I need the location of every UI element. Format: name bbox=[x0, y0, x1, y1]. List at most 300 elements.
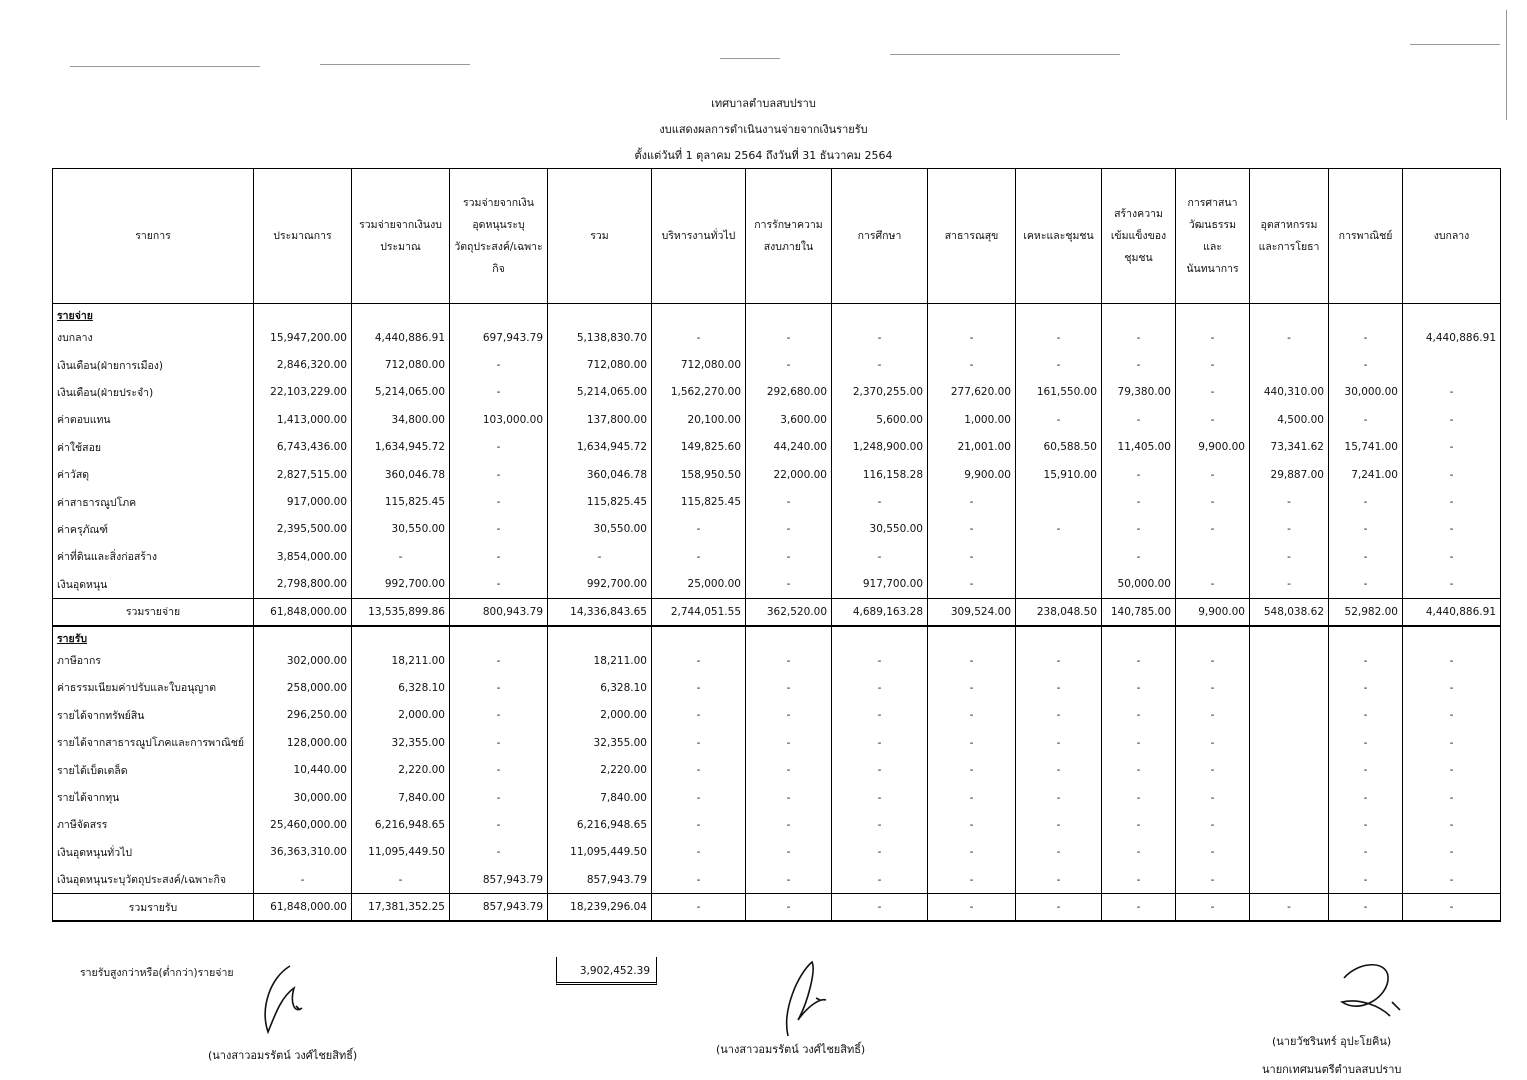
table-cell: 800,943.79 bbox=[450, 598, 548, 626]
table-cell: - bbox=[928, 894, 1016, 922]
table-cell: - bbox=[746, 488, 832, 515]
table-cell: 6,216,948.65 bbox=[548, 811, 652, 838]
table-cell: - bbox=[1176, 461, 1250, 488]
table-cell: - bbox=[1329, 571, 1403, 599]
table-cell bbox=[352, 626, 450, 647]
table-cell: 309,524.00 bbox=[928, 598, 1016, 626]
table-cell: - bbox=[928, 351, 1016, 378]
table-cell: - bbox=[928, 488, 1016, 515]
table-cell: 857,943.79 bbox=[450, 894, 548, 922]
table-cell: 2,000.00 bbox=[352, 702, 450, 729]
table-cell bbox=[1403, 304, 1501, 325]
table-cell: - bbox=[1176, 729, 1250, 756]
row-label: ค่าใช้สอย bbox=[53, 434, 254, 461]
table-cell: 115,825.45 bbox=[352, 488, 450, 515]
table-cell bbox=[1176, 304, 1250, 325]
row-label: เงินอุดหนุน bbox=[53, 571, 254, 599]
table-cell: - bbox=[1403, 839, 1501, 866]
table-cell: - bbox=[746, 811, 832, 838]
table-cell: - bbox=[1403, 406, 1501, 433]
table-cell bbox=[548, 304, 652, 325]
table-cell: 2,000.00 bbox=[548, 702, 652, 729]
table-cell: 917,000.00 bbox=[254, 488, 352, 515]
table-cell: - bbox=[652, 839, 746, 866]
column-header: การศาสนาวัฒนธรรมและนันทนาการ bbox=[1176, 169, 1250, 304]
table-cell: - bbox=[1329, 784, 1403, 811]
table-cell: 15,741.00 bbox=[1329, 434, 1403, 461]
table-cell: - bbox=[1102, 516, 1176, 543]
table-cell: 6,328.10 bbox=[548, 674, 652, 701]
table-cell: 6,328.10 bbox=[352, 674, 450, 701]
table-cell: - bbox=[1403, 434, 1501, 461]
table-cell: 60,588.50 bbox=[1016, 434, 1102, 461]
row-label: งบกลาง bbox=[53, 324, 254, 351]
table-cell: - bbox=[1329, 324, 1403, 351]
row-label: ค่าตอบแทน bbox=[53, 406, 254, 433]
table-cell: - bbox=[1403, 674, 1501, 701]
table-row bbox=[53, 571, 1501, 599]
table-cell: - bbox=[1403, 894, 1501, 922]
table-cell: 712,080.00 bbox=[548, 351, 652, 378]
table-cell bbox=[1102, 626, 1176, 647]
row-label: รวมรายจ่าย bbox=[53, 598, 254, 626]
table-cell: 712,080.00 bbox=[352, 351, 450, 378]
table-cell: 5,600.00 bbox=[832, 406, 928, 433]
table-cell: - bbox=[450, 351, 548, 378]
table-cell: 115,825.45 bbox=[548, 488, 652, 515]
table-cell: - bbox=[1102, 729, 1176, 756]
table-cell bbox=[1250, 756, 1329, 783]
table-cell: - bbox=[1176, 756, 1250, 783]
table-cell: - bbox=[450, 674, 548, 701]
scan-artifact bbox=[1410, 44, 1500, 45]
section-header-expense bbox=[53, 304, 1501, 325]
table-cell: 34,800.00 bbox=[352, 406, 450, 433]
table-cell bbox=[1102, 304, 1176, 325]
table-row bbox=[53, 811, 1501, 838]
table-cell: 4,440,886.91 bbox=[352, 324, 450, 351]
table-cell bbox=[652, 304, 746, 325]
row-label: รายได้จากทุน bbox=[53, 784, 254, 811]
row-label: รวมรายรับ bbox=[53, 894, 254, 922]
table-cell: - bbox=[1403, 729, 1501, 756]
table-row bbox=[53, 516, 1501, 543]
table-cell: - bbox=[928, 324, 1016, 351]
table-cell: 548,038.62 bbox=[1250, 598, 1329, 626]
signature-mark-3 bbox=[1330, 958, 1420, 1028]
table-cell: 30,550.00 bbox=[548, 516, 652, 543]
table-cell: 292,680.00 bbox=[746, 379, 832, 406]
table-cell: 5,214,065.00 bbox=[548, 379, 652, 406]
table-cell: - bbox=[652, 647, 746, 674]
table-cell bbox=[1250, 702, 1329, 729]
table-cell: - bbox=[746, 516, 832, 543]
table-cell: - bbox=[1329, 647, 1403, 674]
table-cell: 362,520.00 bbox=[746, 598, 832, 626]
table-cell: - bbox=[1102, 461, 1176, 488]
table-cell: 116,158.28 bbox=[832, 461, 928, 488]
table-cell: - bbox=[652, 702, 746, 729]
table-cell: - bbox=[1176, 571, 1250, 599]
signature-mark-1 bbox=[250, 958, 330, 1038]
table-cell: - bbox=[1403, 461, 1501, 488]
table-cell: - bbox=[450, 488, 548, 515]
table-cell: - bbox=[450, 702, 548, 729]
table-cell: - bbox=[1329, 811, 1403, 838]
table-cell: 2,220.00 bbox=[352, 756, 450, 783]
statement-table bbox=[52, 168, 1501, 922]
table-cell bbox=[1016, 543, 1102, 570]
table-cell: 5,214,065.00 bbox=[352, 379, 450, 406]
column-header: อุตสาหกรรมและการโยธา bbox=[1250, 169, 1329, 304]
table-cell: - bbox=[1403, 571, 1501, 599]
table-cell bbox=[1250, 674, 1329, 701]
table-cell: - bbox=[832, 488, 928, 515]
table-cell: - bbox=[1016, 866, 1102, 894]
row-label: ภาษีจัดสรร bbox=[53, 811, 254, 838]
table-cell: - bbox=[1329, 866, 1403, 894]
header-row bbox=[53, 169, 1501, 304]
table-row bbox=[53, 461, 1501, 488]
table-cell: - bbox=[1250, 516, 1329, 543]
table-cell bbox=[832, 626, 928, 647]
table-row bbox=[53, 784, 1501, 811]
table-cell: - bbox=[1102, 543, 1176, 570]
table-cell: 7,241.00 bbox=[1329, 461, 1403, 488]
table-cell: - bbox=[1403, 784, 1501, 811]
table-row bbox=[53, 647, 1501, 674]
table-cell: 4,689,163.28 bbox=[832, 598, 928, 626]
column-header: รวมจ่ายจากเงินงบประมาณ bbox=[352, 169, 450, 304]
table-cell: 6,216,948.65 bbox=[352, 811, 450, 838]
table-row bbox=[53, 543, 1501, 570]
table-cell: 9,900.00 bbox=[928, 461, 1016, 488]
table-cell: - bbox=[450, 729, 548, 756]
table-cell: - bbox=[928, 516, 1016, 543]
table-cell: - bbox=[1176, 488, 1250, 515]
table-cell: 2,798,800.00 bbox=[254, 571, 352, 599]
table-cell: 22,103,229.00 bbox=[254, 379, 352, 406]
row-label: ภาษีอากร bbox=[53, 647, 254, 674]
table-cell: 1,248,900.00 bbox=[832, 434, 928, 461]
column-header: รวม bbox=[548, 169, 652, 304]
table-cell: 917,700.00 bbox=[832, 571, 928, 599]
table-cell: - bbox=[1016, 406, 1102, 433]
table-cell: - bbox=[1176, 674, 1250, 701]
table-cell: 9,900.00 bbox=[1176, 434, 1250, 461]
table-cell: - bbox=[928, 811, 1016, 838]
table-cell: - bbox=[832, 351, 928, 378]
table-row bbox=[53, 324, 1501, 351]
table-cell bbox=[1176, 543, 1250, 570]
table-cell: - bbox=[1250, 543, 1329, 570]
table-cell: - bbox=[1403, 702, 1501, 729]
table-cell: 296,250.00 bbox=[254, 702, 352, 729]
table-row bbox=[53, 406, 1501, 433]
table-cell: - bbox=[652, 324, 746, 351]
table-cell: 7,840.00 bbox=[352, 784, 450, 811]
table-cell: 2,370,255.00 bbox=[832, 379, 928, 406]
table-cell: - bbox=[450, 516, 548, 543]
table-cell: - bbox=[832, 702, 928, 729]
table-cell: - bbox=[1016, 324, 1102, 351]
table-cell bbox=[1250, 784, 1329, 811]
table-row bbox=[53, 351, 1501, 378]
table-cell: - bbox=[1329, 488, 1403, 515]
table-cell: - bbox=[1016, 756, 1102, 783]
table-cell: - bbox=[928, 647, 1016, 674]
row-label: ค่าสาธารณูปโภค bbox=[53, 488, 254, 515]
table-row bbox=[53, 866, 1501, 894]
table-cell bbox=[1250, 811, 1329, 838]
table-cell: - bbox=[652, 866, 746, 894]
table-cell: 17,381,352.25 bbox=[352, 894, 450, 922]
table-cell bbox=[746, 626, 832, 647]
table-cell: - bbox=[832, 729, 928, 756]
table-cell bbox=[928, 626, 1016, 647]
table-cell: - bbox=[1102, 351, 1176, 378]
table-cell: - bbox=[928, 571, 1016, 599]
table-cell: - bbox=[1329, 674, 1403, 701]
table-cell: 857,943.79 bbox=[548, 866, 652, 894]
row-label: รายได้จากสาธารณูปโภคและการพาณิชย์ bbox=[53, 729, 254, 756]
table-cell: 3,600.00 bbox=[746, 406, 832, 433]
table-cell: - bbox=[746, 784, 832, 811]
table-cell: 18,211.00 bbox=[352, 647, 450, 674]
table-cell: - bbox=[1403, 379, 1501, 406]
total-row-expense bbox=[53, 598, 1501, 626]
table-cell: - bbox=[832, 647, 928, 674]
table-cell: - bbox=[652, 894, 746, 922]
table-row bbox=[53, 674, 1501, 701]
row-label: ค่าครุภัณฑ์ bbox=[53, 516, 254, 543]
table-cell: - bbox=[1176, 351, 1250, 378]
table-cell: 15,947,200.00 bbox=[254, 324, 352, 351]
signer-1-name: (นางสาวอมรรัตน์ วงศ์ไชยสิทธิ์) bbox=[208, 1049, 358, 1062]
table-cell bbox=[352, 304, 450, 325]
table-cell: - bbox=[832, 543, 928, 570]
table-cell: 61,848,000.00 bbox=[254, 894, 352, 922]
org-name: เทศบาลตำบลสบปราบ bbox=[711, 97, 816, 110]
table-cell: 13,535,899.86 bbox=[352, 598, 450, 626]
table-row bbox=[53, 488, 1501, 515]
column-header: รายการ bbox=[53, 169, 254, 304]
table-cell: - bbox=[928, 702, 1016, 729]
table-cell: - bbox=[1016, 351, 1102, 378]
table-cell: 238,048.50 bbox=[1016, 598, 1102, 626]
signer-3-name: (นายวัชรินทร์ อุปะโยคิน) bbox=[1272, 1035, 1392, 1048]
table-cell: 7,840.00 bbox=[548, 784, 652, 811]
statement-period: ตั้งแต่วันที่ 1 ตุลาคม 2564 ถึงวันที่ 31 ธันวาคม 2564 bbox=[634, 149, 893, 162]
table-cell: - bbox=[1016, 784, 1102, 811]
table-cell: - bbox=[1329, 516, 1403, 543]
table-cell: - bbox=[746, 674, 832, 701]
table-cell: 9,900.00 bbox=[1176, 598, 1250, 626]
table-cell: 128,000.00 bbox=[254, 729, 352, 756]
table-cell: - bbox=[1016, 894, 1102, 922]
table-cell: 3,854,000.00 bbox=[254, 543, 352, 570]
table-cell bbox=[254, 304, 352, 325]
column-header: การศึกษา bbox=[832, 169, 928, 304]
table-cell: - bbox=[1102, 647, 1176, 674]
column-header: ประมาณการ bbox=[254, 169, 352, 304]
table-cell: - bbox=[746, 543, 832, 570]
table-cell: 103,000.00 bbox=[450, 406, 548, 433]
table-cell bbox=[1016, 571, 1102, 599]
scan-artifact bbox=[320, 64, 470, 65]
table-cell: - bbox=[652, 543, 746, 570]
table-cell: 161,550.00 bbox=[1016, 379, 1102, 406]
table-cell bbox=[1403, 351, 1501, 378]
table-cell: - bbox=[1329, 543, 1403, 570]
table-cell: 15,910.00 bbox=[1016, 461, 1102, 488]
table-cell: 14,336,843.65 bbox=[548, 598, 652, 626]
signer-3-title: นายกเทศมนตรีตำบลสบปราบ bbox=[1262, 1063, 1402, 1076]
table-cell: - bbox=[832, 324, 928, 351]
table-cell: 1,562,270.00 bbox=[652, 379, 746, 406]
table-cell bbox=[1250, 351, 1329, 378]
table-cell bbox=[1403, 626, 1501, 647]
table-cell: 11,095,449.50 bbox=[352, 839, 450, 866]
table-cell: 4,440,886.91 bbox=[1403, 598, 1501, 626]
table-cell: - bbox=[450, 784, 548, 811]
table-cell: - bbox=[1176, 379, 1250, 406]
table-cell bbox=[1016, 304, 1102, 325]
table-cell: - bbox=[746, 729, 832, 756]
table-cell: 20,100.00 bbox=[652, 406, 746, 433]
table-cell: 10,440.00 bbox=[254, 756, 352, 783]
scan-artifact bbox=[720, 58, 780, 59]
row-label: เงินเดือน(ฝ่ายการเมือง) bbox=[53, 351, 254, 378]
surplus-value: 3,902,452.39 bbox=[556, 957, 657, 985]
table-cell: 4,440,886.91 bbox=[1403, 324, 1501, 351]
table-cell: - bbox=[1176, 839, 1250, 866]
table-cell: 140,785.00 bbox=[1102, 598, 1176, 626]
table-cell: 61,848,000.00 bbox=[254, 598, 352, 626]
table-cell: 1,634,945.72 bbox=[352, 434, 450, 461]
signer-2-name: (นางสาวอมรรัตน์ วงศ์ไชยสิทธิ์) bbox=[716, 1043, 866, 1056]
column-header: การพาณิชย์ bbox=[1329, 169, 1403, 304]
table-cell: - bbox=[1176, 647, 1250, 674]
table-cell: - bbox=[1016, 647, 1102, 674]
table-cell bbox=[1176, 626, 1250, 647]
table-cell: - bbox=[1403, 516, 1501, 543]
table-cell bbox=[1016, 488, 1102, 515]
table-cell: - bbox=[928, 756, 1016, 783]
table-cell: - bbox=[1016, 811, 1102, 838]
table-cell: - bbox=[652, 756, 746, 783]
row-label: เงินอุดหนุนทั่วไป bbox=[53, 839, 254, 866]
table-cell: 6,743,436.00 bbox=[254, 434, 352, 461]
column-header: บริหารงานทั่วไป bbox=[652, 169, 746, 304]
table-cell: 30,550.00 bbox=[832, 516, 928, 543]
column-header: การรักษาความสงบภายใน bbox=[746, 169, 832, 304]
table-cell: - bbox=[1176, 406, 1250, 433]
table-row bbox=[53, 379, 1501, 406]
table-cell: 30,000.00 bbox=[254, 784, 352, 811]
table-cell: - bbox=[832, 784, 928, 811]
table-cell: - bbox=[746, 756, 832, 783]
table-cell: 11,405.00 bbox=[1102, 434, 1176, 461]
column-header: รวมจ่ายจากเงินอุดหนุนระบุวัตถุประสงค์/เฉพาะกิจ bbox=[450, 169, 548, 304]
table-cell: 992,700.00 bbox=[352, 571, 450, 599]
row-label: ค่าที่ดินและสิ่งก่อสร้าง bbox=[53, 543, 254, 570]
table-cell: - bbox=[1016, 702, 1102, 729]
table-cell: - bbox=[1016, 516, 1102, 543]
row-label: รายจ่าย bbox=[53, 304, 254, 325]
row-label: เงินอุดหนุนระบุวัตถุประสงค์/เฉพาะกิจ bbox=[53, 866, 254, 894]
table-cell bbox=[1250, 647, 1329, 674]
table-cell bbox=[1329, 626, 1403, 647]
table-cell: - bbox=[1016, 839, 1102, 866]
table-cell: - bbox=[746, 351, 832, 378]
table-cell: - bbox=[548, 543, 652, 570]
table-cell: 5,138,830.70 bbox=[548, 324, 652, 351]
table-cell: 992,700.00 bbox=[548, 571, 652, 599]
table-cell: - bbox=[1329, 839, 1403, 866]
table-cell: - bbox=[1102, 894, 1176, 922]
table-row bbox=[53, 702, 1501, 729]
section-header-income bbox=[53, 626, 1501, 647]
scan-artifact bbox=[890, 54, 1120, 55]
table-cell bbox=[1016, 626, 1102, 647]
row-label: ค่าวัสดุ bbox=[53, 461, 254, 488]
table-cell: 360,046.78 bbox=[352, 461, 450, 488]
table-cell: - bbox=[652, 674, 746, 701]
table-cell: - bbox=[1403, 543, 1501, 570]
row-label: รายรับ bbox=[53, 626, 254, 647]
table-cell: 440,310.00 bbox=[1250, 379, 1329, 406]
table-cell: - bbox=[746, 702, 832, 729]
table-cell bbox=[1250, 729, 1329, 756]
table-cell: 29,887.00 bbox=[1250, 461, 1329, 488]
table-cell: 30,000.00 bbox=[1329, 379, 1403, 406]
table-cell: 73,341.62 bbox=[1250, 434, 1329, 461]
scan-artifact bbox=[70, 66, 260, 67]
table-cell: 712,080.00 bbox=[652, 351, 746, 378]
table-cell: - bbox=[1329, 756, 1403, 783]
table-cell: 149,825.60 bbox=[652, 434, 746, 461]
table-cell: 1,413,000.00 bbox=[254, 406, 352, 433]
table-cell: - bbox=[746, 324, 832, 351]
table-cell: - bbox=[1102, 839, 1176, 866]
table-cell: 158,950.50 bbox=[652, 461, 746, 488]
row-label: เงินเดือน(ฝ่ายประจำ) bbox=[53, 379, 254, 406]
table-cell: - bbox=[1016, 674, 1102, 701]
table-row bbox=[53, 839, 1501, 866]
total-row-income bbox=[53, 894, 1501, 922]
table-cell: - bbox=[928, 784, 1016, 811]
table-cell: - bbox=[450, 756, 548, 783]
table-cell: 137,800.00 bbox=[548, 406, 652, 433]
table-cell: 22,000.00 bbox=[746, 461, 832, 488]
table-cell: - bbox=[652, 729, 746, 756]
table-cell: 30,550.00 bbox=[352, 516, 450, 543]
table-cell: 21,001.00 bbox=[928, 434, 1016, 461]
column-header: งบกลาง bbox=[1403, 169, 1501, 304]
table-cell: 50,000.00 bbox=[1102, 571, 1176, 599]
table-cell bbox=[832, 304, 928, 325]
table-cell: - bbox=[652, 516, 746, 543]
table-cell bbox=[548, 626, 652, 647]
table-cell: - bbox=[1102, 702, 1176, 729]
table-cell bbox=[1250, 866, 1329, 894]
column-header: เคหะและชุมชน bbox=[1016, 169, 1102, 304]
table-cell: - bbox=[1403, 488, 1501, 515]
table-cell: - bbox=[1176, 894, 1250, 922]
table-cell bbox=[1250, 304, 1329, 325]
table-cell: - bbox=[928, 839, 1016, 866]
